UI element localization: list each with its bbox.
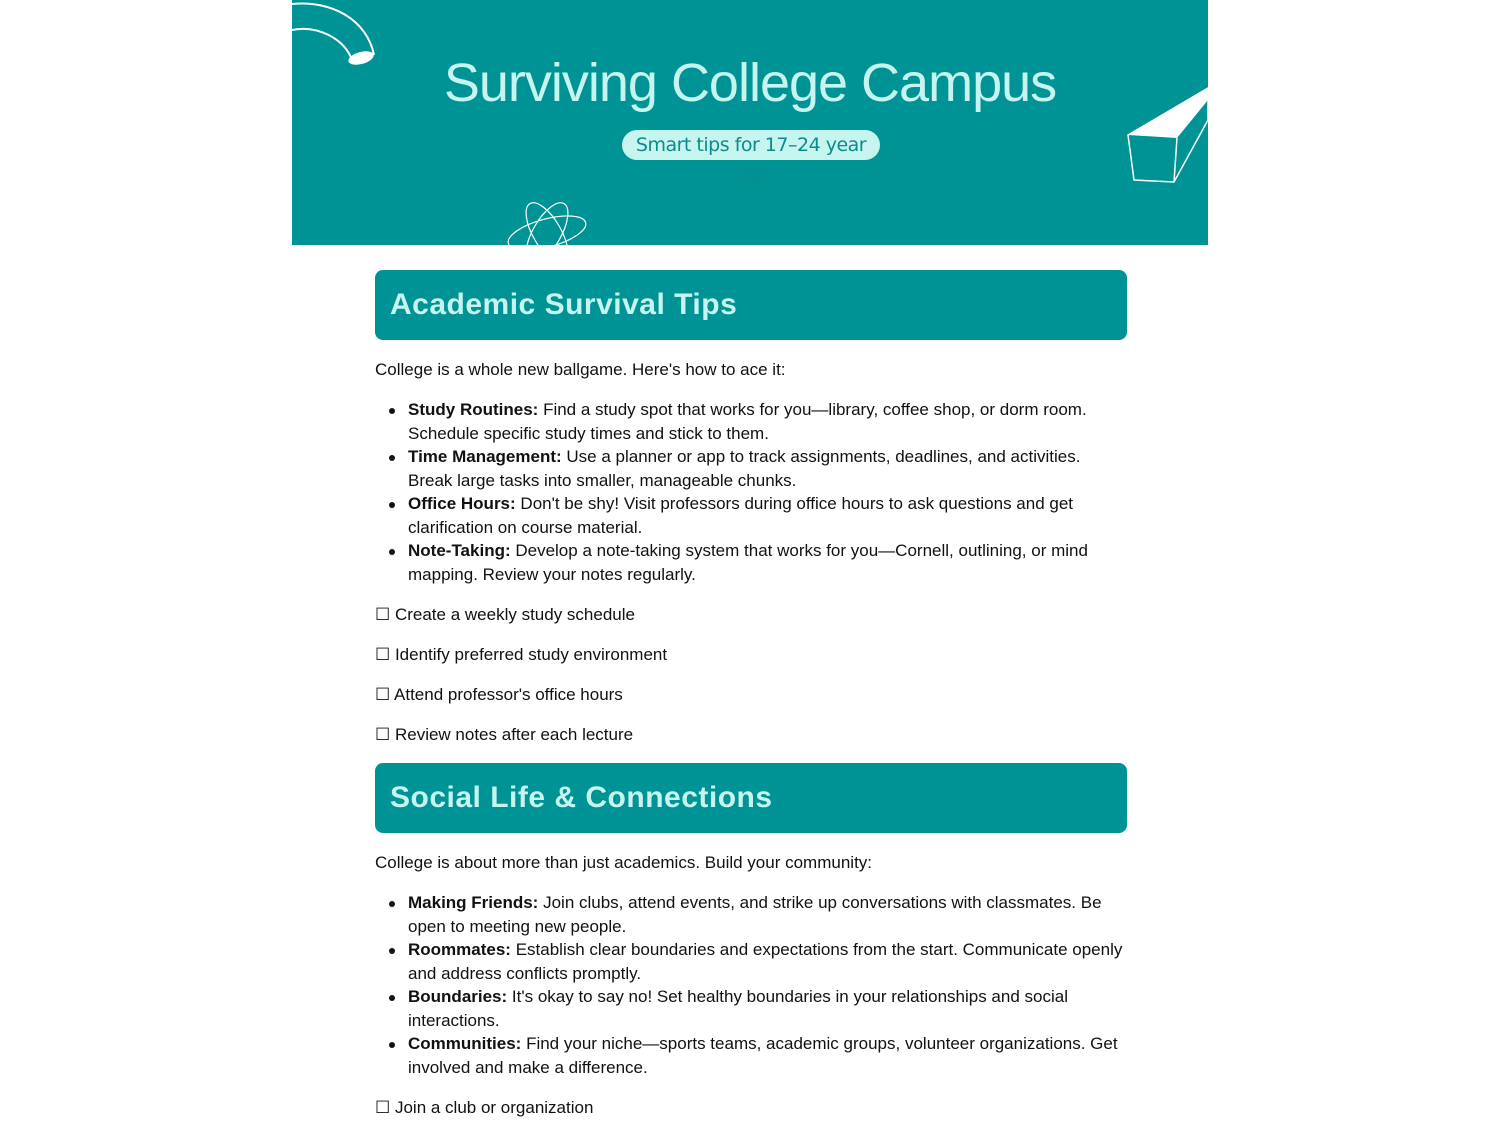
item-text: It's okay to say no! Set healthy boundaries in your relationships and social interactions. [408,987,1068,1030]
item-term: Boundaries: [408,987,508,1006]
item-term: Roommates: [408,940,511,959]
tips-list [375,891,1127,1079]
section-heading: Academic Survival Tips [375,270,1127,340]
checklist-item[interactable]: ☐ Join a club or organization [375,1098,594,1117]
list-item [408,891,1127,938]
hero-banner [292,0,1208,245]
item-term: Study Routines: [408,400,539,419]
checklist-item[interactable]: ☐ Attend professor's office hours [375,685,623,704]
section-academic [375,270,1127,746]
item-term: Office Hours: [408,494,516,513]
section-social [375,763,1127,1119]
section-intro: College is a whole new ballgame. Here's how to ace it: [375,360,786,379]
item-text: Develop a note-taking system that works for you—Cornell, outlining, or mind mapping. Review your notes regularly. [408,541,1088,584]
item-term: Making Friends: [408,893,539,912]
checklist-item[interactable]: ☐ Create a weekly study schedule [375,605,635,624]
page-title: Surviving College Campus [443,53,1057,113]
item-text: Establish clear boundaries and expectations from the start. Communicate openly and address conflicts promptly. [408,940,1123,983]
section-heading: Social Life & Connections [375,763,1127,833]
checklist-item[interactable]: ☐ Identify preferred study environment [375,645,668,664]
atom-decoration-icon [502,198,592,245]
item-text: Don't be shy! Visit professors during office hours to ask questions and get clarification on course material. [408,494,1074,537]
list-item [408,492,1127,539]
item-term: Note-Taking: [408,541,511,560]
list-item [408,985,1127,1032]
tips-list [375,398,1127,586]
checklist-item[interactable]: ☐ Review notes after each lecture [375,725,634,744]
item-text: Find your niche—sports teams, academic groups, volunteer organizations. Get involved and make a difference. [408,1034,1118,1077]
list-item [408,1032,1127,1079]
item-term: Communities: [408,1034,522,1053]
item-text: Join clubs, attend events, and strike up conversations with classmates. Be open to meeting new people. [408,893,1102,936]
prism-decoration-icon [1122,80,1208,190]
section-intro: College is about more than just academics. Build your community: [375,853,873,872]
item-text: Find a study spot that works for you—library, coffee shop, or dorm room. Schedule specific study times and stick to them. [408,400,1087,443]
item-term: Time Management: [408,447,562,466]
list-item [408,938,1127,985]
item-text: Use a planner or app to track assignments, deadlines, and activities. Break large tasks into smaller, manageable chunks. [408,447,1081,490]
subtitle-badge: Smart tips for 17–24 year olds [622,130,880,160]
list-item [408,398,1127,445]
content [375,270,1127,1119]
list-item [408,539,1127,586]
list-item [408,445,1127,492]
